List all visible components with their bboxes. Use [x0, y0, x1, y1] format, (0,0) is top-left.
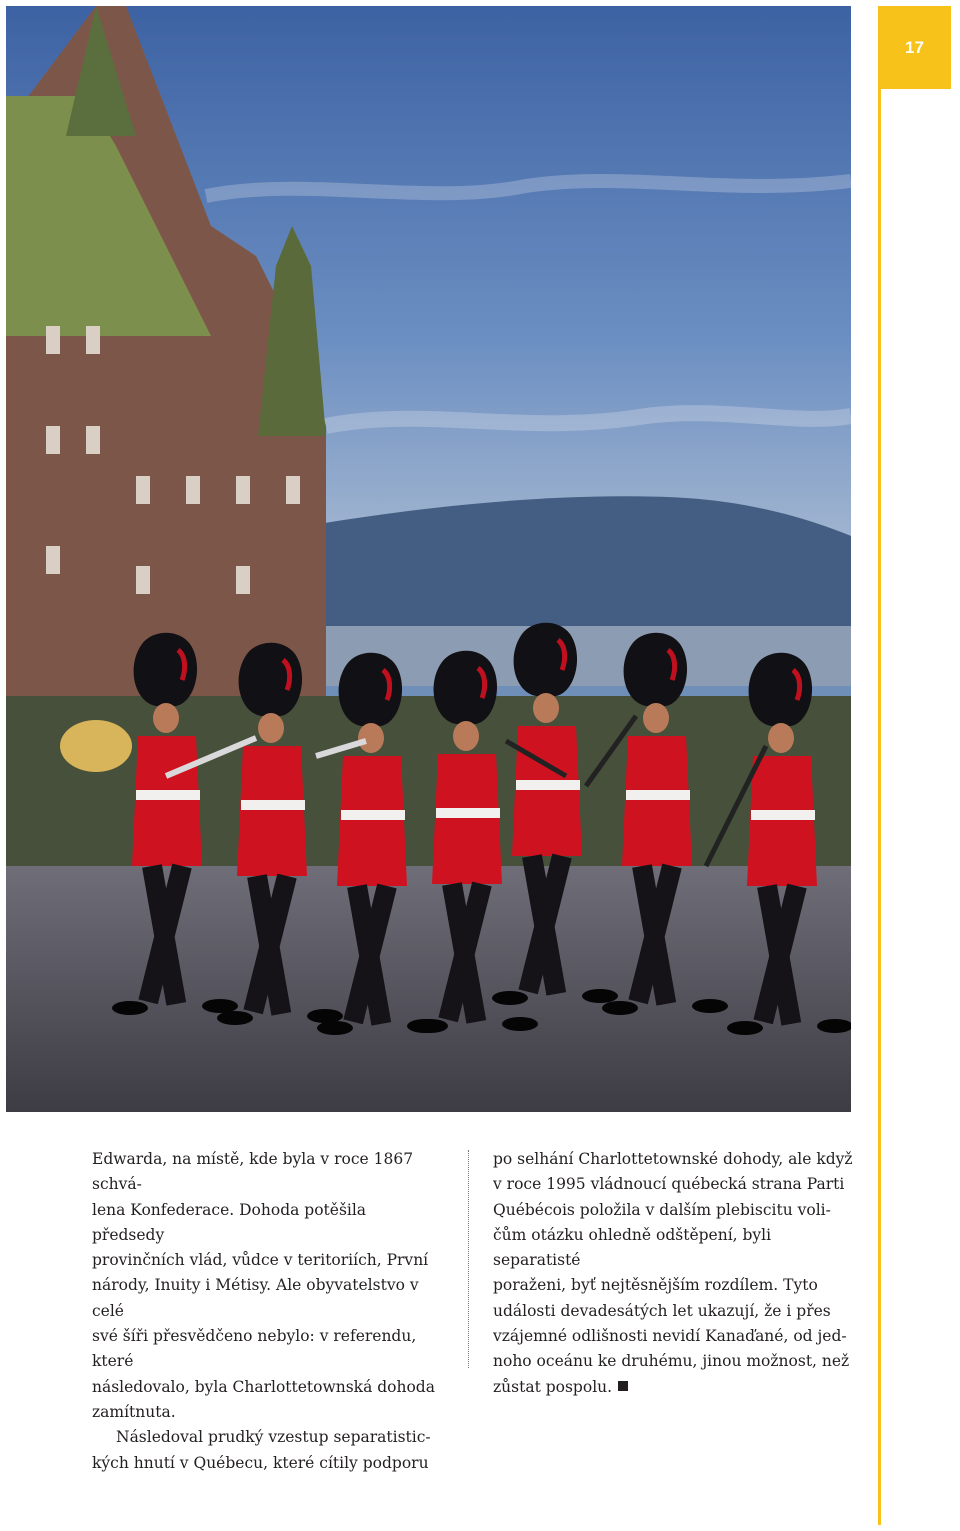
paragraph	[493, 1147, 853, 1400]
page-number: 17	[905, 37, 924, 57]
page-edge-accent-line	[878, 89, 881, 1525]
marching-band-photo	[6, 6, 851, 1112]
end-of-article-mark	[618, 1381, 628, 1391]
column-divider	[468, 1150, 469, 1368]
paragraph: Edwarda, na místě, kde byla v roce 1867 schvá- lena Konfederace. Dohoda potěšila předsedy provinčních vlád, vůdce v teritoriích, První národy, Inuity i Métisy. Ale obyvatelstvo v celé své šíři přesvědčeno nebylo: v referendu, které následovalo, byla Charlottetownská dohoda zamítnuta.	[92, 1150, 435, 1421]
text-column-right	[493, 1147, 853, 1400]
paragraph-text: po selhání Charlottetownské dohody, ale když v roce 1995 vládnoucí québecká strana Parti Québécois položila v dalším plebiscitu voli- čům otázku ohledně odštěpení, byli separatisté poraženi, byť nejtěsnějším rozdílem. Tyto události devadesátých let ukazují, že i přes vzájemné odlišnosti nevidí Kanaďané, od jed- noho oceánu ke druhému, jinou možnost, než zůstat pospolu.	[493, 1150, 853, 1396]
page-number-tab	[878, 6, 951, 89]
paragraph: Následoval prudký vzestup separatistic- kých hnutí v Québecu, které cítily podporu	[92, 1428, 431, 1472]
text-column-left	[92, 1147, 437, 1476]
